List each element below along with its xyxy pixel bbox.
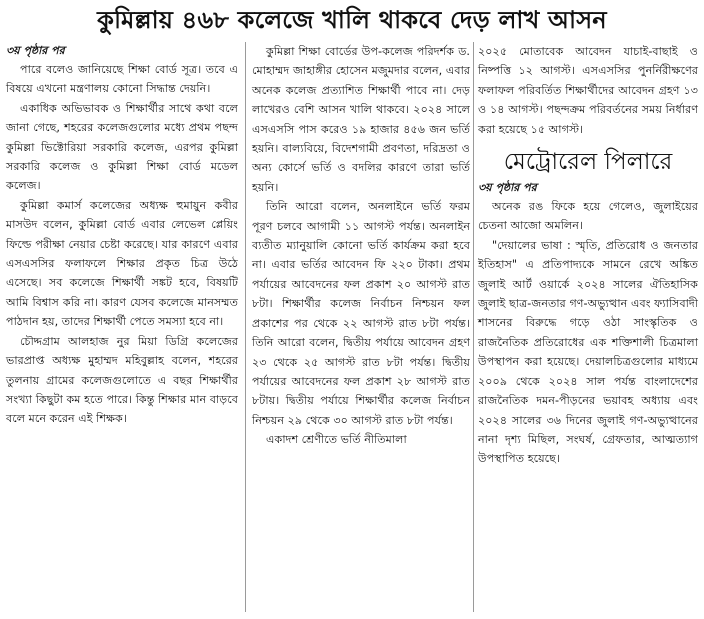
paragraph: পারে বলেও জানিয়েছে শিক্ষা বোর্ড সূত্র। তবে এ বিষয়ে এখনো মন্ত্রণালয় কোনো সিদ্ধান্ত দেয়নি। (6, 63, 238, 96)
article1-column-2 (252, 42, 470, 450)
paragraph: তিনি আরো বলেন, অনলাইনে ভর্তি ফরম পূরণ চলবে আগামী ১১ আগস্ট পর্যন্ত। অনলাইন ব্যতীত ম্যানুয়ালি কোনো ভর্তি কার্যক্রম করা হবে না। এবার ভর্তির আবেদন ফি ২২০ টাকা। প্রথম পর্যায়ের আবেদনের ফল প্রকাশ ২০ আগস্ট রাত ৮টা। শিক্ষার্থীর কলেজ নির্বাচন নিশ্চয়ন ফল প্রকাশের পর থেকে ২২ আগস্ট রাত ৮টা পর্যন্ত। তিনি আরো বলেন, দ্বিতীয় পর্যায়ে আবেদন গ্রহণ ২৩ থেকে ২৫ আগস্ট রাত ৮টা পর্যন্ত। দ্বিতীয় পর্যায়ের আবেদনের ফল প্রকাশ ২৮ আগস্ট রাত ৮টায়। দ্বিতীয় পর্যায়ে শিক্ষার্থীর কলেজ নির্বাচন নিশ্চয়ন ২৯ থেকে ৩০ আগস্ট রাত ৮টা পর্যন্ত। (252, 200, 470, 427)
headline: কুমিল্লায় ৪৬৮ কলেজে খালি থাকবে দেড় লাখ আসন (97, 5, 607, 34)
column-divider (245, 42, 246, 612)
paragraph: চৌদ্দগ্রাম আলহাজ নুর মিয়া ডিগ্রি কলেজের ভারপ্রাপ্ত অধ্যক্ষ মুহাম্মদ মহিবুল্লাহ বলেন, শহরের তুলনায় গ্রামের কলেজগুলোতে এ বছর শিক্ষার্থীর সংখ্যা কিছুটা কম হতে পারে। কিন্তু শিক্ষার মান বাড়বে বলে মনে করেন এই শিক্ষক। (6, 334, 238, 426)
paragraph: "দেয়ালের ভাষা : স্মৃতি, প্রতিরোধ ও জনতার ইতিহাস" এ প্রতিপাদ্যকে সামনে রেখে অঙ্কিত জুলাই আর্ট ওয়ার্কে ২০২৪ সালের ঐতিহাসিক জুলাই ছাত্র-জনতার গণ-অভ্যুত্থান এবং ফ্যাসিবাদী শাসনের বিরুদ্ধে গড়ে ওঠা সাংস্কৃতিক ও রাজনৈতিক প্রতিরোধের এক শক্তিশালী চিত্রমালা উপস্থাপন করা হয়েছে। দেয়ালচিত্রগুলোর মাধ্যমে ২০০৯ থেকে ২০২৪ সাল পর্যন্ত বাংলাদেশের রাজনৈতিক দমন-পীড়নের ভয়াবহ অধ্যায় এবং ২০২৪ সালের ৩৬ দিনের জুলাই গণ-অভ্যুত্থানের নানা দৃশ্য মিছিল, সংঘর্ষ, গ্রেফতার, আত্মত্যাগ উপস্থাপিত হয়েছে। (478, 238, 698, 466)
paragraph: অনেক রঙ ফিকে হয়ে গেলেও, জুলাইয়ের চেতনা আজো অমলিন। (478, 200, 698, 233)
column-divider (473, 42, 474, 612)
continued-from-label: ৩য় পৃষ্ঠার পর (478, 181, 537, 195)
paragraph: ২০২৫ মোতাবেক আবেদন যাচাই-বাছাই ও নিষ্পত্তি ১২ আগস্ট। এসএসসির পুনর্নিরীক্ষণের ফলাফল পরিবর্তিত শিক্ষার্থীদের আবেদন গ্রহণ ১৩ ও ১৪ আগস্ট। পছন্দক্রম পরিবর্তনের সময় নির্ধারণ করা হয়েছে ১৫ আগস্ট। (478, 45, 698, 136)
article1-column-3 (478, 42, 698, 469)
continued-from-label: ৩য় পৃষ্ঠার পর (6, 44, 65, 57)
paragraph: একাদশ শ্রেণীতে ভর্তি নীতিমালা (266, 433, 407, 447)
paragraph: কুমিল্লা শিক্ষা বোর্ডের উপ-কলেজ পরিদর্শক ড. মোহাম্মদ জাহাঙ্গীর হোসেন মজুমদার বলেন, এবার অনেক কলেজ প্রত্যাশিত শিক্ষার্থী পাবে না। দেড় লাখেরও বেশি আসন খালি থাকবে। ২০২৪ সালে এসএসসি পাস করেও ১৯ হাজার ৪৫৬ জন ভর্তি হয়নি। বাল্যবিয়ে, বিদেশগামী প্রবণতা, দরিদ্রতা ও অন্য কোর্সে ভর্তি ও বদলির কারণে তারা ভর্তি হয়নি। (252, 45, 470, 194)
paragraph: কুমিল্লা কমার্স কলেজের অধ্যক্ষ হুমায়ুন কবীর মাসউদ বলেন, কুমিল্লা বোর্ড এবার লেভেল প্লেয়িং ফিল্ডে পরীক্ষা নেয়ার চেষ্টা করেছে। যার কারণে এবার এসএসসির ফলাফলে শিক্ষার প্রকৃত চিত্র উঠে এসেছে। সব কলেজে শিক্ষার্থী সঙ্কট হবে, বিষয়টি আমি বিশ্বাস করি না। কারণ যেসব কলেজে মানসম্মত পাঠদান হয়, তাদের শিক্ষার্থী পেতে সমস্যা হবে না। (6, 198, 238, 329)
article2-headline: মেট্রোরেল পিলারে (503, 149, 673, 176)
article1-column-1 (6, 42, 238, 429)
paragraph: একাধিক অভিভাবক ও শিক্ষার্থীর সাথে কথা বলে জানা গেছে, শহরের কলেজগুলোর মধ্যে প্রথম পছন্দ কুমিল্লা ভিক্টোরিয়া সরকারি কলেজ, এরপর কুমিল্লা সরকারি কলেজ ও কুমিল্লা শিক্ষা বোর্ড মডেল কলেজ। (6, 101, 238, 193)
